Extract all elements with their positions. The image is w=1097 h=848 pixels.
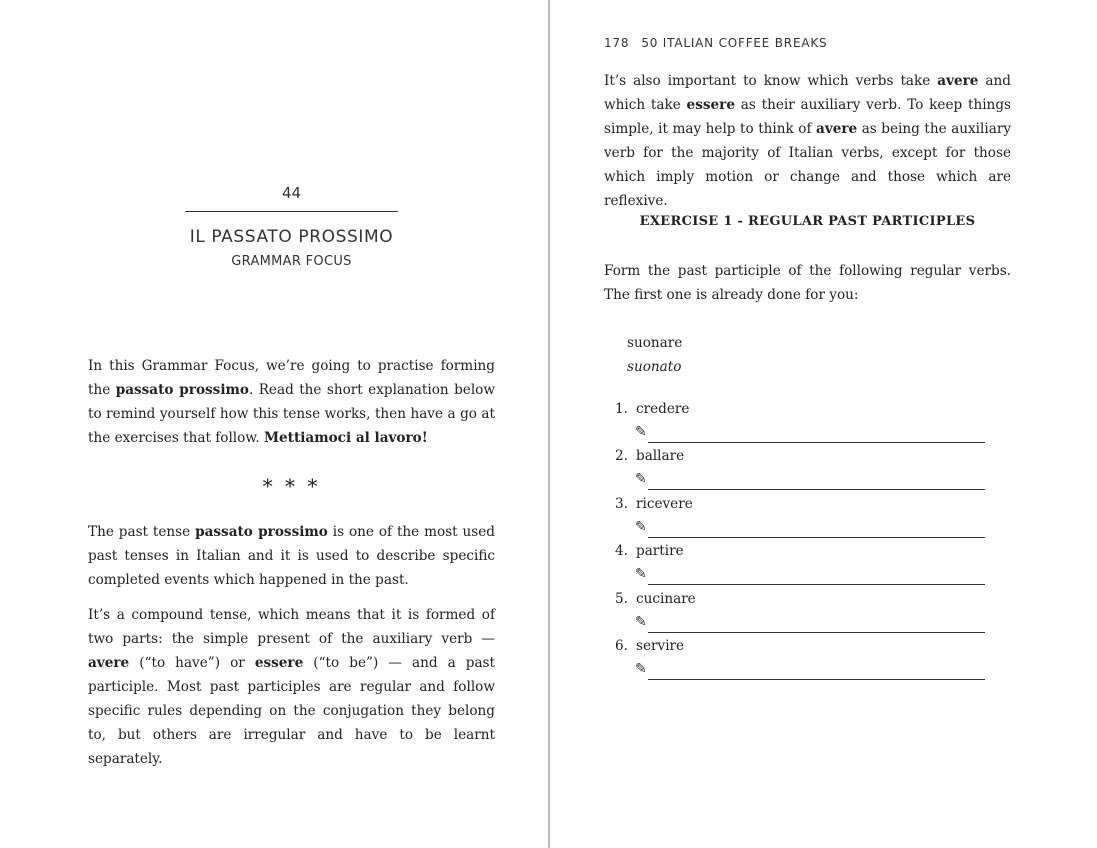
exercise-verb: credere <box>636 401 690 417</box>
exercise-number: 1. <box>615 401 628 417</box>
exercise-item <box>608 448 1008 495</box>
explanation-paragraph-1: The past tense passato prossimo is one of the most used past tenses in Italian and it is used to describe specific completed events which happened in the past. <box>88 524 496 588</box>
pencil-icon: ✎ <box>635 566 647 583</box>
exercise-item <box>608 401 1008 448</box>
book-title: 50 ITALIAN COFFEE BREAKS <box>641 36 828 50</box>
chapter-number: 44 <box>281 184 302 202</box>
pencil-icon: ✎ <box>635 613 647 630</box>
chapter-subtitle: GRAMMAR FOCUS <box>231 254 352 269</box>
exercise-item <box>608 638 1008 685</box>
auxiliary-paragraph: It’s also important to know which verbs take avere and which take essere as their auxiliary verb. To keep things simple, it may help to think of avere as being the auxiliary verb for the majority of Italian verbs, except for those which imply motion or change and those which are reflexive. <box>604 73 1012 209</box>
answer-line[interactable] <box>648 679 985 680</box>
chapter-divider <box>185 211 398 212</box>
right-page <box>550 0 1097 848</box>
exercise-list <box>608 401 1008 685</box>
exercise-verb: servire <box>636 637 685 654</box>
example-block <box>627 331 682 379</box>
example-verb: suonare <box>627 335 683 351</box>
pencil-icon: ✎ <box>635 518 647 535</box>
exercise-item <box>608 543 1008 590</box>
pencil-icon: ✎ <box>635 660 647 677</box>
running-header <box>604 36 827 50</box>
exercise-verb: cucinare <box>636 590 696 607</box>
answer-line[interactable] <box>648 584 985 585</box>
pencil-icon: ✎ <box>635 471 647 488</box>
answer-line[interactable] <box>648 632 985 633</box>
exercise-item <box>608 591 1008 638</box>
example-answer: suonato <box>627 359 682 375</box>
page-number: 178 <box>604 36 630 50</box>
exercise-number: 5. <box>615 590 628 607</box>
exercise-verb: ricevere <box>636 495 693 512</box>
exercise-number: 6. <box>615 637 628 654</box>
exercise-number: 2. <box>615 448 628 465</box>
exercise-verb: ballare <box>636 448 685 465</box>
intro-paragraph: In this Grammar Focus, we’re going to practise forming the passato prossimo. Read the short explanation below to remind yourself how this tense works, then have a go at the exercises that follow. Mettiamoci al lavoro! <box>88 358 495 446</box>
exercise-instructions: Form the past participle of the following regular verbs. The first one is already done for you: <box>604 263 1011 303</box>
answer-line[interactable] <box>648 442 985 443</box>
left-page <box>0 0 548 848</box>
section-separator: * * * <box>262 474 321 498</box>
answer-line[interactable] <box>648 489 985 490</box>
exercise-number: 3. <box>615 495 628 512</box>
exercise-title: EXERCISE 1 - REGULAR PAST PARTICIPLES <box>639 214 976 229</box>
exercise-verb: partire <box>636 543 684 560</box>
answer-line[interactable] <box>648 537 985 538</box>
explanation-paragraph-2: It’s a compound tense, which means that it is formed of two parts: the simple present of the auxiliary verb — avere (“to have”) or essere (“to be”) — and a past participle. Most past participles are regular and follow specific rules depending on the conjugation they belong to, but others are irregular and have to be learnt separately. <box>88 607 495 767</box>
chapter-title: IL PASSATO PROSSIMO <box>189 227 394 247</box>
exercise-number: 4. <box>615 543 628 560</box>
pencil-icon: ✎ <box>635 424 647 440</box>
exercise-item <box>608 496 1008 543</box>
